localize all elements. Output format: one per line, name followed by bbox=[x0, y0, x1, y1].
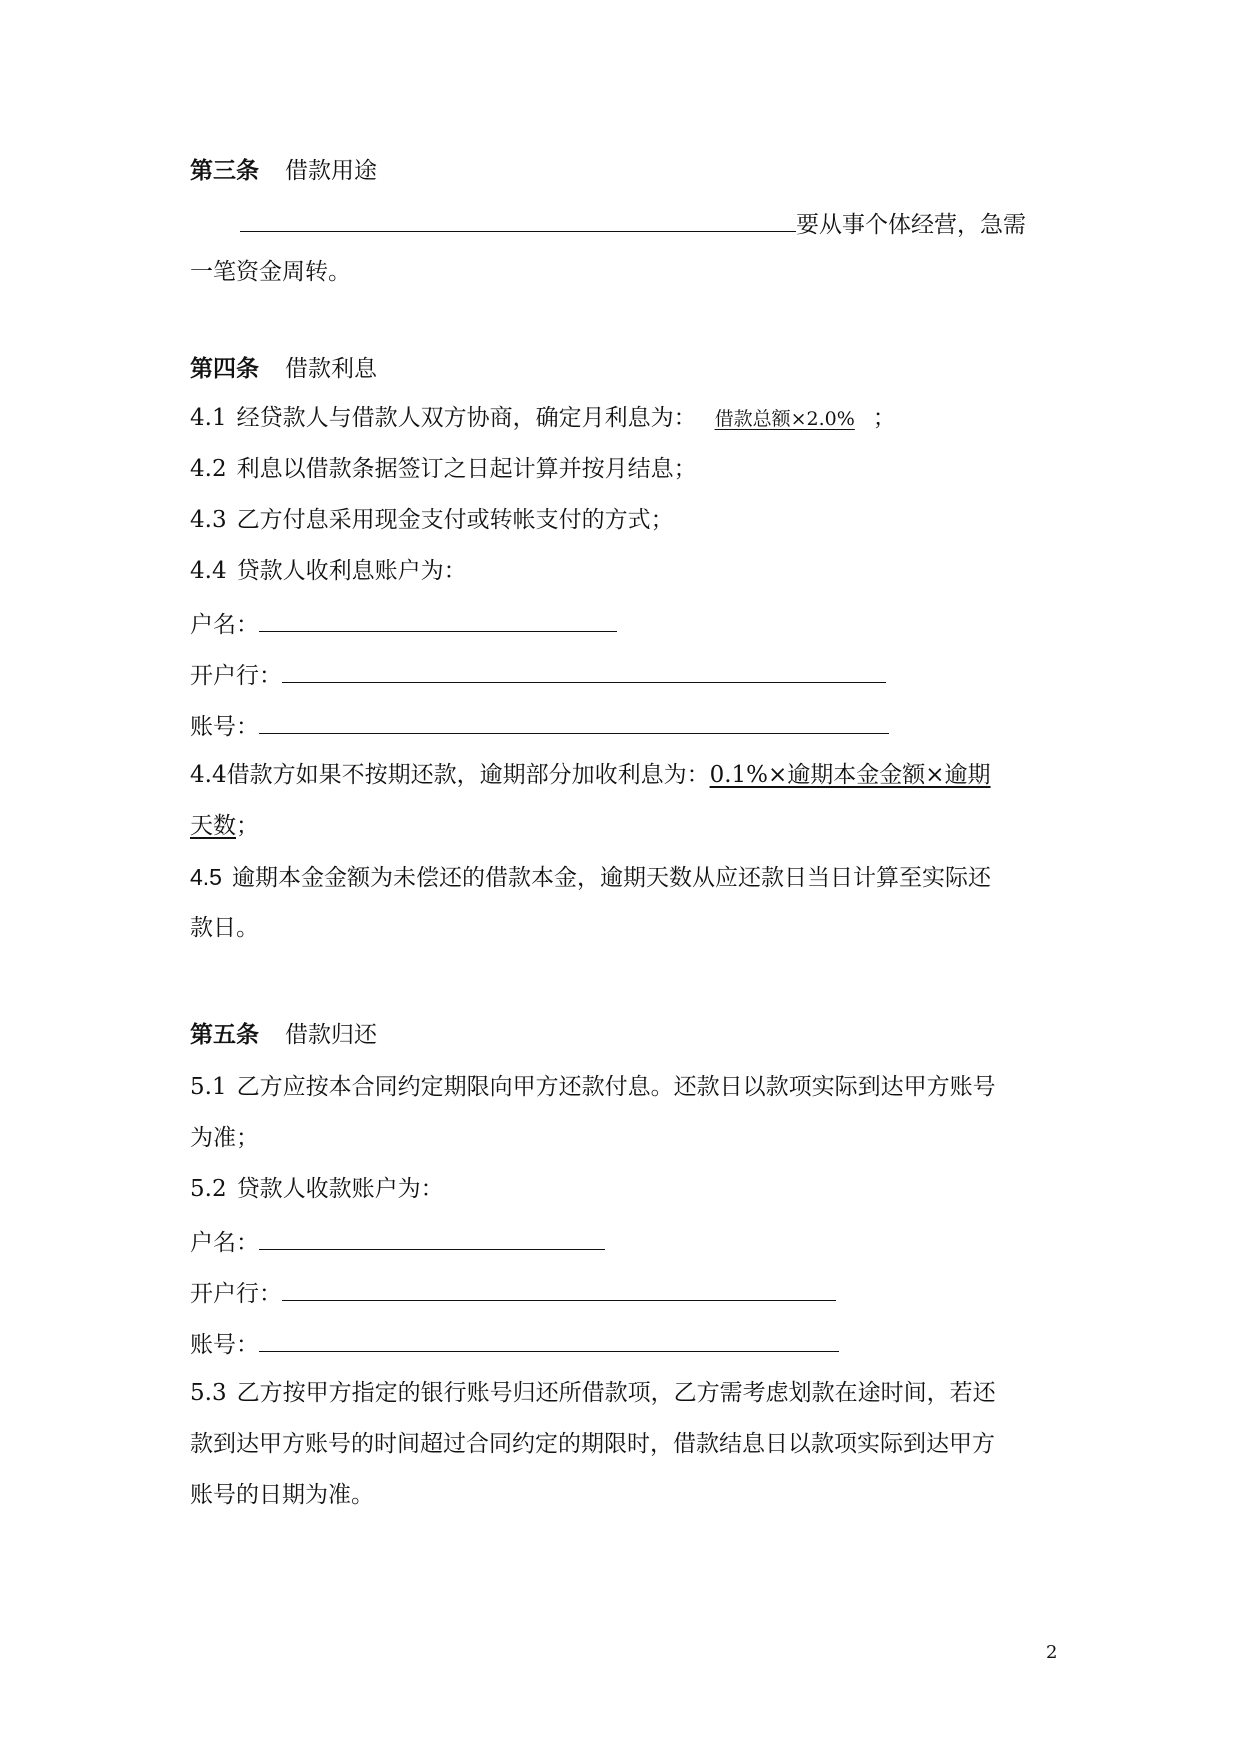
clause-5-3 bbox=[190, 1378, 1060, 1408]
article-title: 借款用途 bbox=[285, 158, 377, 184]
clause-text: 借款方如果不按期还款，逾期部分加收利息为： bbox=[226, 762, 710, 788]
clause-number: 4.4 bbox=[190, 558, 227, 584]
clause-number: 4.5 bbox=[190, 864, 222, 890]
clause-text: 乙方应按本合同约定期限向甲方还款付息。还款日以款项实际到达甲方账号 bbox=[236, 1074, 996, 1100]
clause-text: 利息以借款条据签订之日起计算并按月结息； bbox=[236, 456, 697, 482]
clause-number: 5.1 bbox=[190, 1074, 227, 1100]
purpose-blank bbox=[240, 207, 796, 232]
page-number: 2 bbox=[1046, 1642, 1058, 1663]
clause-number: 4.2 bbox=[190, 456, 227, 482]
clause-end: ； bbox=[872, 405, 896, 431]
interest-account-name-row bbox=[190, 607, 1060, 640]
article-5-heading bbox=[190, 1020, 1060, 1050]
article-number: 第五条 bbox=[190, 1021, 259, 1048]
article-number: 第四条 bbox=[190, 355, 259, 382]
clause-4-1 bbox=[190, 403, 1060, 434]
purpose-text: 要从事个体经营，急需 bbox=[796, 212, 1026, 238]
repay-bank-row bbox=[190, 1276, 1060, 1309]
overdue-interest-formula-cont: 天数 bbox=[190, 813, 236, 839]
clause-4-4-overdue-cont bbox=[190, 811, 1060, 841]
clause-number: 4.4 bbox=[190, 762, 227, 788]
bank-blank[interactable] bbox=[282, 1276, 836, 1301]
clause-number: 5.2 bbox=[190, 1176, 227, 1202]
account-no-blank[interactable] bbox=[259, 1327, 839, 1352]
clause-text: 逾期本金金额为未偿还的借款本金，逾期天数从应还款日当日计算至实际还 bbox=[231, 865, 991, 891]
clause-4-3 bbox=[190, 505, 1060, 535]
account-no-label: 账号： bbox=[190, 1332, 259, 1358]
article-number: 第三条 bbox=[190, 157, 259, 184]
clause-5-3-cont-2: 账号的日期为准。 bbox=[190, 1482, 374, 1508]
account-name-label: 户名： bbox=[190, 1230, 259, 1256]
clause-text: 贷款人收款账户为： bbox=[236, 1176, 444, 1202]
repay-account-no-row bbox=[190, 1327, 1060, 1360]
clause-number: 4.3 bbox=[190, 507, 227, 533]
account-name-blank[interactable] bbox=[259, 607, 617, 632]
bank-label: 开户行： bbox=[190, 663, 282, 689]
article-4-heading bbox=[190, 354, 1060, 384]
article-title: 借款利息 bbox=[285, 356, 377, 382]
clause-5-1 bbox=[190, 1072, 1060, 1102]
overdue-interest-formula: 0.1%×逾期本金金额×逾期 bbox=[709, 762, 991, 788]
clause-5-3-cont-1: 款到达甲方账号的时间超过合同约定的期限时，借款结息日以款项实际到达甲方 bbox=[190, 1431, 995, 1457]
account-name-label: 户名： bbox=[190, 612, 259, 638]
account-name-blank[interactable] bbox=[259, 1225, 605, 1250]
clause-text: 乙方按甲方指定的银行账号归还所借款项，乙方需考虑划款在途时间，若还 bbox=[236, 1380, 996, 1406]
clause-5-2 bbox=[190, 1174, 1060, 1204]
clause-number: 4.1 bbox=[190, 405, 227, 431]
monthly-interest-value: 借款总额×2.0% bbox=[714, 408, 855, 430]
clause-4-4 bbox=[190, 556, 1060, 586]
repay-account-name-row bbox=[190, 1225, 1060, 1258]
interest-bank-row bbox=[190, 658, 1060, 691]
clause-text: 乙方付息采用现金支付或转帐支付的方式； bbox=[236, 507, 674, 533]
clause-4-2 bbox=[190, 454, 1060, 484]
account-no-blank[interactable] bbox=[259, 709, 889, 734]
article-title: 借款归还 bbox=[285, 1022, 377, 1048]
clause-number: 5.3 bbox=[190, 1380, 227, 1406]
clause-end: ； bbox=[236, 813, 259, 839]
bank-blank[interactable] bbox=[282, 658, 886, 683]
account-no-label: 账号： bbox=[190, 714, 259, 740]
clause-4-5-cont: 款日。 bbox=[190, 915, 259, 941]
clause-4-5 bbox=[190, 862, 1060, 893]
clause-text: 经贷款人与借款人双方协商，确定月利息为： bbox=[236, 405, 697, 431]
purpose-continuation: 一笔资金周转。 bbox=[190, 259, 351, 285]
interest-account-no-row bbox=[190, 709, 1060, 742]
purpose-line bbox=[240, 207, 1060, 240]
bank-label: 开户行： bbox=[190, 1281, 282, 1307]
clause-5-1-cont: 为准； bbox=[190, 1125, 259, 1151]
clause-text: 贷款人收利息账户为： bbox=[236, 558, 467, 584]
article-3-heading bbox=[190, 156, 1060, 186]
clause-4-4-overdue bbox=[190, 760, 1060, 790]
